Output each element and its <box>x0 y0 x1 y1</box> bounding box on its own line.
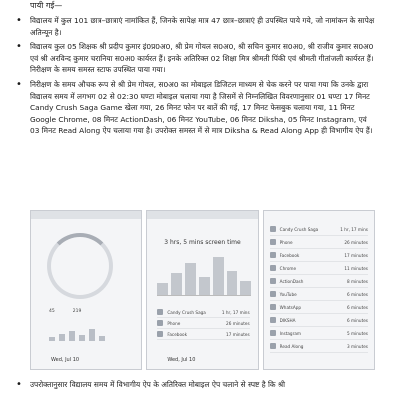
app-time: 6 minutes <box>347 304 368 310</box>
app-time: 6 minutes <box>347 317 368 323</box>
app-icon <box>270 343 276 349</box>
app-row[interactable] <box>270 288 368 301</box>
chart-bar <box>213 257 224 295</box>
app-name: Candy Crush Saga <box>167 309 206 315</box>
app-time: 1 hr, 17 mins <box>221 309 250 315</box>
usage-ring <box>47 233 113 299</box>
bullet-text: विद्यालय कुल 05 शिक्षक श्री प्रदीप कुमार इं0प्र0अ0, श्री प्रेम गोयल स0अ0, श्री सचिन कुमार स0अ0, श्री राजीव कुमार स0अ0 एवं श्री अरविन्द कुमार चरानिया स0अ0 कार्यरत हैं। इनके अतिरिक्त 02 शिक्षा मित्र श्रीमती पिंकी एवं श्रीमती गीतांजली कार्यरत हैं। निरीक्षण के समय समस्त स्टाफ उपस्थित पाया गया। <box>30 42 374 75</box>
bullet-dot: • <box>16 15 22 26</box>
chart-bar <box>240 281 251 295</box>
app-name: YouTube <box>279 291 297 297</box>
bullet-enrollment <box>16 15 376 38</box>
app-name: Phone <box>279 239 293 245</box>
app-time: 26 minutes <box>226 320 250 326</box>
bullet-text: विद्यालय में कुल 101 छात्र–छात्राएं नामांकित हैं, जिनके सापेक्ष मात्र 47 छात्र–छात्राएं ही उपस्थित पाये गये, जो नामांकन के सापेक्ष अतिन्यून है। <box>30 16 375 37</box>
app-icon <box>157 331 163 337</box>
app-row[interactable] <box>157 307 249 318</box>
app-icon <box>157 309 163 315</box>
screenshot-date: Wed, Jul 10 <box>51 357 80 363</box>
app-row[interactable] <box>157 329 249 340</box>
app-row[interactable] <box>270 301 368 314</box>
app-name: Read Along <box>279 343 304 349</box>
phone-screenshot-screen-time <box>146 210 258 370</box>
stat-unlocks: 45 <box>49 309 55 314</box>
screen-time-chart <box>157 255 251 296</box>
app-row[interactable] <box>270 314 368 327</box>
app-icon <box>270 265 276 271</box>
bullet-text: उपरोक्तानुसार विद्यालय समय में विभागीय ऐप के अतिरिक्त मोबाइल ऐप चलाने से स्पष्ट है कि श्री <box>30 380 286 389</box>
app-name: Facebook <box>279 252 300 258</box>
app-icon <box>270 330 276 336</box>
app-time: 17 minutes <box>344 252 368 258</box>
bullet-list <box>16 15 376 140</box>
stat-notifications: 219 <box>72 309 82 314</box>
chart-bar <box>185 263 196 295</box>
app-icon <box>270 304 276 310</box>
app-row[interactable] <box>270 249 368 262</box>
app-name: Phone <box>167 320 181 326</box>
bullet-conclusion <box>16 379 376 391</box>
app-time: 8 minutes <box>347 278 368 284</box>
app-row[interactable] <box>270 340 368 353</box>
app-name: ActionDash <box>279 278 304 284</box>
bar <box>89 329 95 341</box>
app-icon <box>157 320 163 326</box>
chart-bar <box>171 273 182 295</box>
chart-bar <box>157 283 168 295</box>
app-icon <box>270 252 276 258</box>
app-time: 3 minutes <box>347 343 368 349</box>
chart-bar <box>199 277 210 295</box>
status-bar <box>31 211 141 219</box>
app-row[interactable] <box>270 262 368 275</box>
chart-bar <box>227 271 238 295</box>
app-row[interactable] <box>270 223 368 236</box>
app-row[interactable] <box>270 327 368 340</box>
usage-stats <box>49 309 81 314</box>
app-icon <box>270 226 276 232</box>
usage-bars <box>49 329 105 341</box>
bar <box>99 336 105 341</box>
app-name: WhatsApp <box>279 304 302 310</box>
bullet-text: निरीक्षण के समय औचक रूप से श्री प्रेम गोयल, स0अ0 का मोबाइल डिजिटल माध्यम से चेक करने पर पाया गया कि उनके द्वारा विद्यालय समय में लगभग 02 से 02:30 घण्टा मोबाइल चलाया गया है जिसमें से निम्नलिखित विवरणानुसार 01 घण्टा 17 मिनट Candy Crush Saga Game खेला गया, 26 मिनट फोन पर बातें की गई, 17 मिनट फेसबुक चलाया गया, 11 मिनट Google Chrome, 08 मिनट ActionDash, 06 मिनट YouTube, 06 मिनट Diksha, 05 मिनट Instagram, एवं 03 मिनट Read Along ऐप चलाया गया है। उपरोक्त समस्त में से मात्र Diksha & Read Along App ही विभागीय ऐप हैं। <box>30 79 373 136</box>
app-time: 6 minutes <box>347 291 368 297</box>
app-time: 26 minutes <box>344 239 368 245</box>
bar <box>79 335 85 341</box>
app-icon <box>270 317 276 323</box>
intro-tail: पायी गई— <box>30 1 63 10</box>
status-bar <box>147 211 257 219</box>
bullet-dot: • <box>16 379 22 390</box>
app-name: Instagram <box>279 330 301 336</box>
app-row[interactable] <box>270 275 368 288</box>
app-icon <box>270 239 276 245</box>
bullet-dot: • <box>16 41 22 53</box>
app-row[interactable] <box>270 236 368 249</box>
bar <box>49 337 55 341</box>
screenshot-date: Wed, Jul 10 <box>167 357 196 363</box>
bottom-bullet <box>16 379 376 394</box>
app-time: 17 minutes <box>226 331 250 337</box>
app-name: DIKSHA <box>279 317 296 323</box>
bar <box>69 331 75 341</box>
bullet-dot: • <box>16 78 22 90</box>
app-row[interactable] <box>157 318 249 329</box>
app-list <box>157 307 249 340</box>
phone-screenshot-app-list <box>263 210 375 370</box>
app-time: 5 minutes <box>347 330 368 336</box>
app-time: 11 minutes <box>344 265 368 271</box>
screen-time-total: 3 hrs, 5 mins screen time <box>164 239 241 246</box>
app-name: Chrome <box>279 265 297 271</box>
app-time: 1 hr, 17 mins <box>340 226 368 232</box>
app-icon <box>270 291 276 297</box>
app-name: Candy Crush Saga <box>279 226 319 232</box>
screenshot-strip <box>30 210 375 370</box>
phone-screenshot-dashboard <box>30 210 142 370</box>
app-usage-list <box>270 223 368 353</box>
bar <box>59 334 65 341</box>
app-icon <box>270 278 276 284</box>
bullet-mobile-check <box>16 79 376 137</box>
app-name: Facebook <box>167 331 188 337</box>
bullet-staff <box>16 41 376 76</box>
